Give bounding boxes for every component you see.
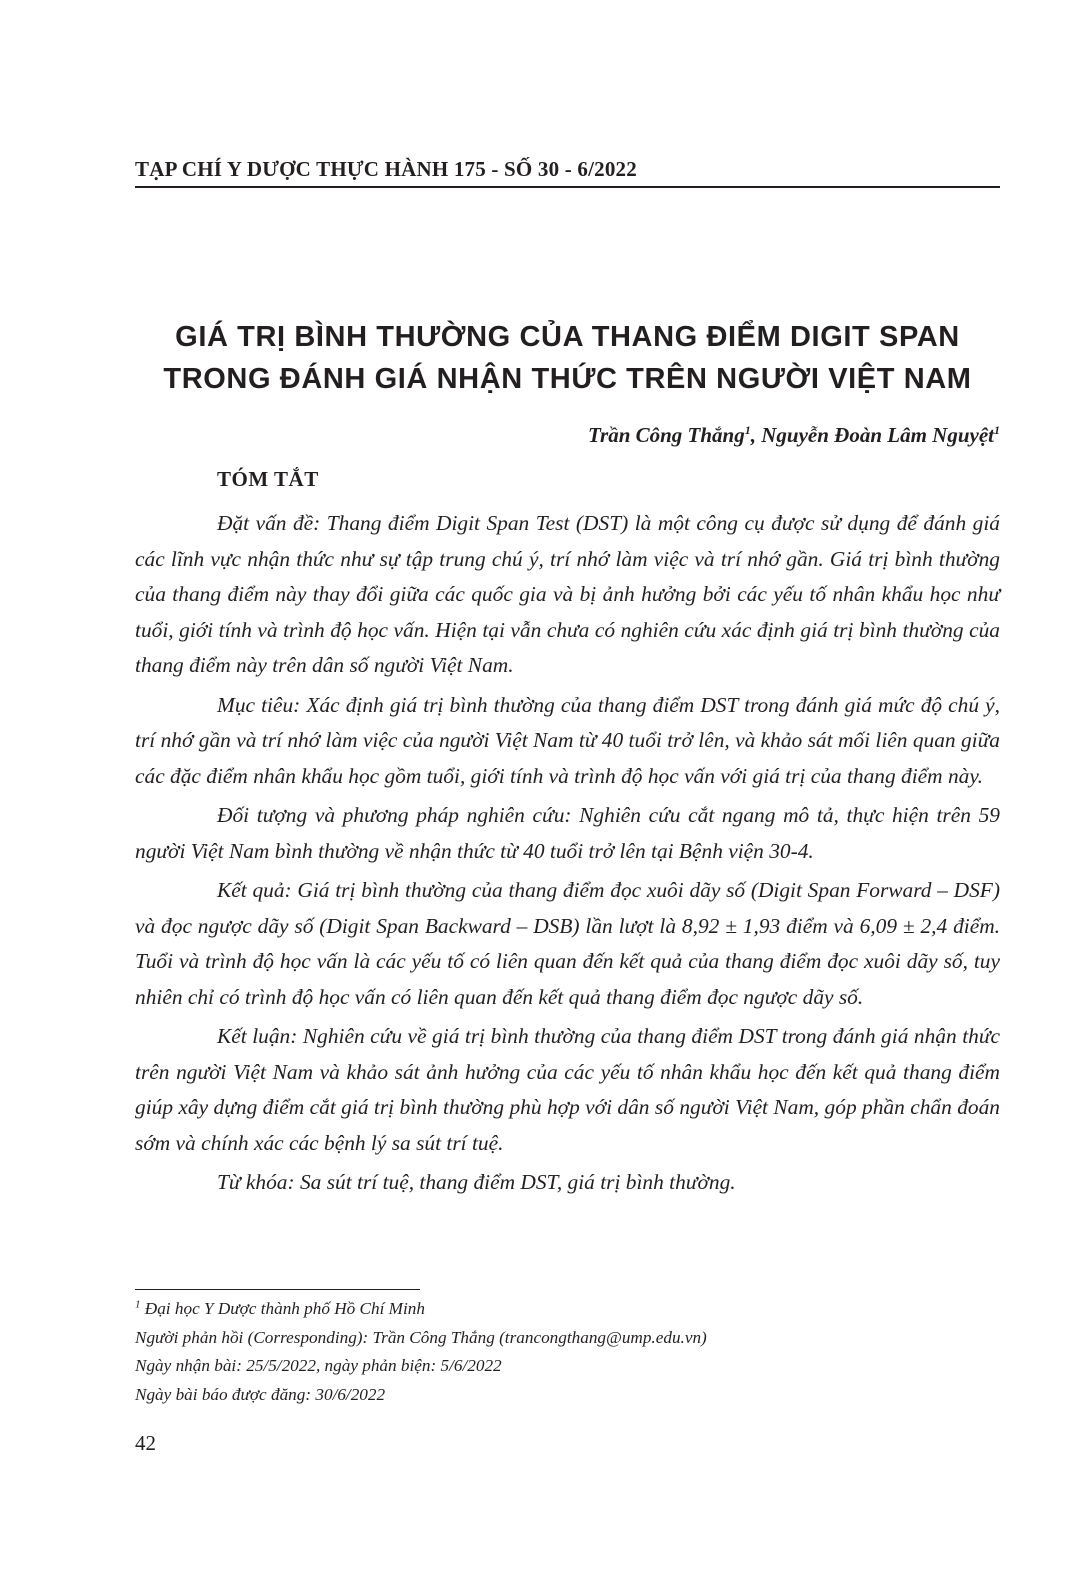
abstract-body [135,506,1000,1205]
keywords: Từ khóa: Sa sút trí tuệ, thang điểm DST, giá trị bình thường. [217,1170,736,1194]
header-rule [135,186,1000,188]
affiliation-mark: 1 [135,1298,141,1311]
abstract-paragraph: Đặt vấn đề: Thang điểm Digit Span Test (DST) là một công cụ được sử dụng để đánh giá các lĩnh vực nhận thức như sự tập trung chú ý, trí nhớ làm việc và trí nhớ gần. Giá trị bình thường của thang điểm này thay đổi giữa các quốc gia và bị ảnh hưởng bởi các yếu tố nhân khẩu học như tuổi, giới tính và trình độ học vấn. Hiện tại vẫn chưa có nghiên cứu xác định giá trị bình thường của thang điểm này trên dân số người Việt Nam. [135,511,1000,677]
author-name: Trần Công Thắng [587,423,745,447]
affiliation-mark: 1 [744,423,751,437]
footnote-received: Ngày nhận bài: 25/5/2022, ngày phản biện: 5/6/2022 [135,1356,502,1375]
abstract-paragraph: Đối tượng và phương pháp nghiên cứu: Nghiên cứu cắt ngang mô tả, thực hiện trên 59 người Việt Nam bình thường về nhận thức từ 40 tuổi trở lên tại Bệnh viện 30-4. [135,803,1000,863]
abstract-paragraph: Kết quả: Giá trị bình thường của thang điểm đọc xuôi dãy số (Digit Span Forward – DSF) và đọc ngược dãy số (Digit Span Backward – DSB) lần lượt là 8,92 ± 1,93 điểm và 6,09 ± 2,4 điểm. Tuổi và trình độ học vấn là các yếu tố có liên quan đến kết quả của thang điểm đọc xuôi dãy số, tuy nhiên chỉ có trình độ học vấn có liên quan đến kết quả thang điểm đọc ngược dãy số. [135,878,1000,1009]
article-title-line-1: GIÁ TRỊ BÌNH THƯỜNG CỦA THANG ĐIỂM DIGIT SPAN [175,321,960,353]
author-separator: , [750,423,762,447]
article-title [120,316,1015,400]
author-list [588,422,1000,448]
abstract-paragraph: Kết luận: Nghiên cứu về giá trị bình thường của thang điểm DST trong đánh giá nhận thức trên người Việt Nam và khảo sát ảnh hưởng của các yếu tố nhân khẩu học đến kết quả thang điểm giúp xây dựng điểm cắt giá trị bình thường phù hợp với dân số người Việt Nam, góp phần chẩn đoán sớm và chính xác các bệnh lý sa sút trí tuệ. [135,1024,1000,1155]
footnote-corresponding: Người phản hồi (Corresponding): Trần Công Thắng (trancongthang@ump.edu.vn) [135,1327,707,1347]
affiliation-mark: 1 [994,423,1000,437]
abstract-heading: TÓM TẮT [217,467,319,491]
footnote-rule [135,1289,420,1290]
article-title-line-2: TRONG ĐÁNH GIÁ NHẬN THỨC TRÊN NGƯỜI VIỆT NAM [163,363,972,395]
footnotes [135,1295,1000,1409]
running-header: TẠP CHÍ Y DƯỢC THỰC HÀNH 175 - SỐ 30 - 6/2022 [135,157,637,181]
footnote-affiliation [135,1295,1000,1324]
affiliation-text: Đại học Y Dược thành phố Hồ Chí Minh [140,1299,425,1318]
footnote-published: Ngày bài báo được đăng: 30/6/2022 [135,1384,386,1404]
author-name: Nguyễn Đoàn Lâm Nguyệt [761,423,994,447]
abstract-paragraph: Mục tiêu: Xác định giá trị bình thường của thang điểm DST trong đánh giá mức độ chú ý, trí nhớ gần và trí nhớ làm việc của người Việt Nam từ 40 tuổi trở lên, và khảo sát mối liên quan giữa các đặc điểm nhân khẩu học gồm tuổi, giới tính và trình độ học vấn với giá trị của thang điểm này. [135,692,1000,788]
page-number: 42 [135,1431,156,1455]
